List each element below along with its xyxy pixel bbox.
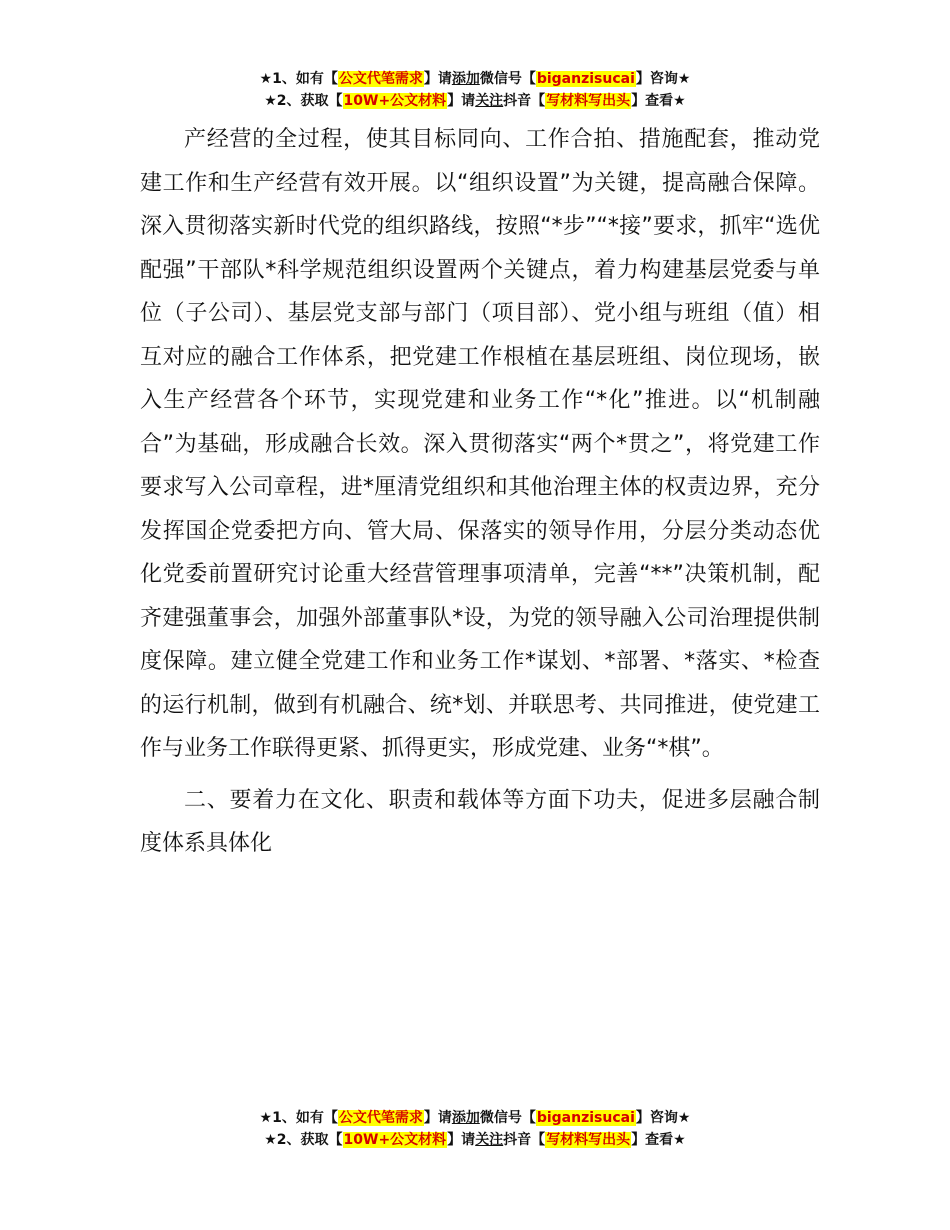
- banner-text: 抖音【: [503, 1132, 546, 1148]
- banner-text: ★2、获取【: [264, 1132, 343, 1148]
- highlight-wechat-id: biganzisucai: [536, 71, 635, 87]
- banner-text: 】咨询★: [635, 71, 691, 87]
- banner-line-2: [0, 90, 950, 112]
- body-paragraph: 产经营的全过程，使其目标同向、工作合拍、措施配套，推动党建工作和生产经营有效开展。以“组织设置”为关键，提高融合保障。深入贯彻落实新时代党的组织路线，按照“*步”“*接”要求，抓牢“选优配强”干部队*科学规范组织设置两个关键点，着力构建基层党委与单位（子公司）、基层党支部与部门（项目部）、党小组与班组（值）相互对应的融合工作体系，把党建工作根植在基层班组、岗位现场，嵌入生产经营各个环节，实现党建和业务工作“*化”推进。以“机制融合”为基础，形成融合长效。深入贯彻落实“两个*贯之”，将党建工作要求写入公司章程，进*厘清党组织和其他治理主体的权责边界，充分发挥国企党委把方向、管大局、保落实的领导作用，分层分类动态优化党委前置研究讨论重大经营管理事项清单，完善“**”决策机制，配齐建强董事会，加强外部董事队*设，为党的领导融入公司治理提供制度保障。建立健全党建工作和业务工作*谋划、*部署、*落实、*检查的运行机制，做到有机融合、统*划、并联思考、共同推进，使党建工作与业务工作联得更紧、抓得更实，形成党建、业务“*棋”。: [140, 127, 820, 761]
- highlight-materials: 10W+公文材料: [343, 1132, 447, 1148]
- banner-text: ★2、获取【: [264, 93, 343, 109]
- banner-text: 抖音【: [503, 93, 546, 109]
- banner-text: 】请: [423, 1110, 452, 1126]
- highlight-service: 公文代笔需求: [338, 1110, 423, 1126]
- banner-text: 】查看★: [631, 1132, 686, 1148]
- banner-underlined: 添加: [451, 71, 480, 87]
- highlight-service: 公文代笔需求: [338, 71, 423, 87]
- banner-underlined: 关注: [475, 93, 504, 109]
- header-banner: [0, 68, 950, 112]
- highlight-douyin-account: 写材料写出头: [546, 93, 631, 109]
- banner-text: 】查看★: [631, 93, 686, 109]
- banner-line-1: [0, 1107, 950, 1129]
- banner-text: 微信号【: [479, 1110, 536, 1126]
- banner-text: ★1、如有【: [259, 1110, 338, 1126]
- banner-text: ★1、如有【: [259, 71, 338, 87]
- banner-text: 】请: [447, 1132, 476, 1148]
- banner-line-1: [0, 68, 950, 90]
- footer-banner: [0, 1107, 950, 1151]
- section-heading: 二、要着力在文化、职责和载体等方面下功夫，促进多层融合制度体系具体化: [140, 787, 820, 856]
- banner-text: 】请: [423, 71, 452, 87]
- banner-text: 微信号【: [479, 71, 536, 87]
- banner-text: 】请: [447, 93, 476, 109]
- banner-underlined: 添加: [451, 1110, 480, 1126]
- banner-underlined: 关注: [475, 1132, 504, 1148]
- banner-line-2: [0, 1129, 950, 1151]
- document-body: [140, 118, 820, 865]
- banner-text: 】咨询★: [635, 1110, 691, 1126]
- highlight-materials: 10W+公文材料: [343, 93, 447, 109]
- highlight-wechat-id: biganzisucai: [536, 1110, 635, 1126]
- highlight-douyin-account: 写材料写出头: [546, 1132, 631, 1148]
